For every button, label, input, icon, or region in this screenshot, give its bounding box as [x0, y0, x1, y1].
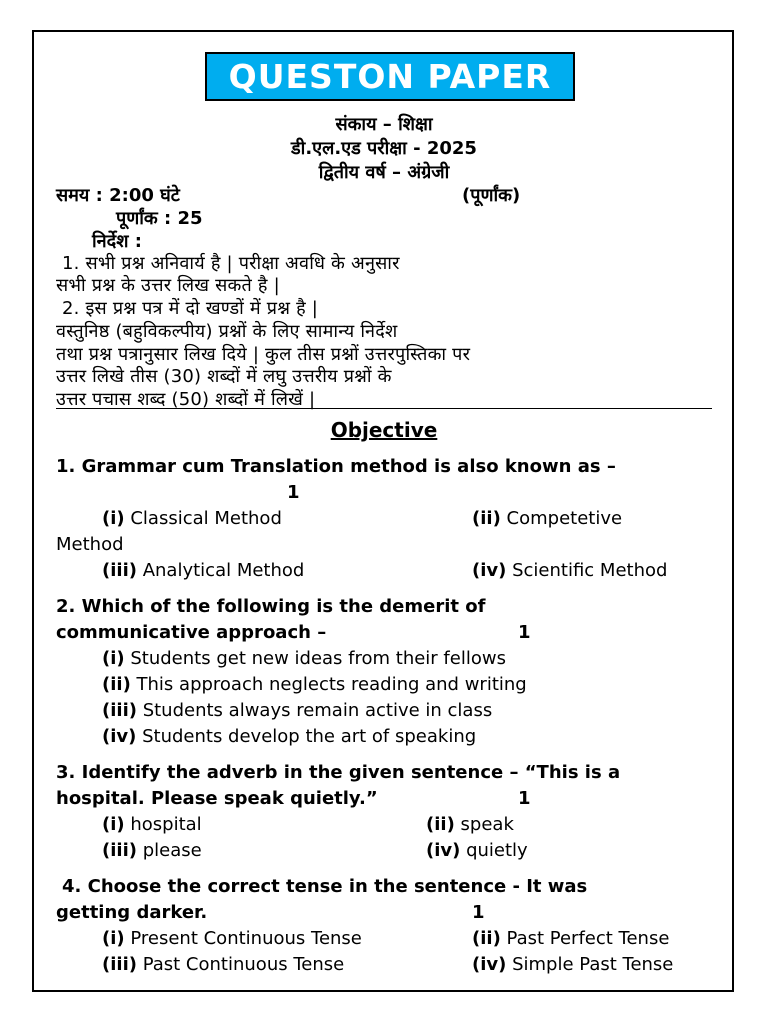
q1-option-ii: (ii) Competetive	[472, 508, 623, 529]
page-title: QUESTON PAPER	[228, 57, 552, 96]
faculty-line: संकाय – शिक्षा	[335, 114, 433, 135]
q3-option-iv: (iv) quietly	[426, 840, 528, 861]
question-3-marks: 1	[518, 788, 531, 809]
title-banner	[205, 52, 575, 101]
divider	[56, 408, 712, 409]
q4-option-i: (i) Present Continuous Tense	[102, 928, 362, 949]
q3-option-ii: (ii) speak	[426, 814, 514, 835]
question-1: 1. Grammar cum Translation method is also known as –	[56, 456, 616, 477]
question-4-cont: getting darker.	[56, 902, 208, 923]
q1-option-iii: (iii) Analytical Method	[102, 560, 305, 581]
question-3: 3. Identify the adverb in the given sentence – “This is a	[56, 762, 621, 783]
q1-option-ii-cont: Method	[56, 534, 124, 555]
q4-option-ii: (ii) Past Perfect Tense	[472, 928, 670, 949]
q2-option-iv: (iv) Students develop the art of speaking	[102, 726, 477, 747]
question-1-marks: 1	[287, 482, 300, 503]
question-2-cont: communicative approach –	[56, 622, 327, 643]
instruction-line: 2. इस प्रश्न पत्र में दो खण्डों में प्रश्न है |	[62, 298, 319, 319]
q3-option-iii: (iii) please	[102, 840, 202, 861]
instruction-line: 1. सभी प्रश्न अनिवार्य है | परीक्षा अवधि के अनुसार	[62, 253, 400, 274]
q1-option-i: (i) Classical Method	[102, 508, 282, 529]
question-2-marks: 1	[518, 622, 531, 643]
instruction-line: तथा प्रश्न पत्रानुसार लिख दिये | कुल तीस प्रश्नों उत्तरपुस्तिका पर	[56, 344, 471, 365]
marks-paren: (पूर्णांक)	[462, 185, 521, 206]
section-title: Objective	[330, 418, 438, 442]
full-marks: पूर्णांक : 25	[116, 208, 203, 229]
instruction-line: उत्तर लिखे तीस (30) शब्दों में लघु उत्तरीय प्रश्नों के	[56, 366, 392, 387]
subject-line: द्वितीय वर्ष – अंग्रेजी	[318, 162, 450, 183]
q2-option-i: (i) Students get new ideas from their fellows	[102, 648, 506, 669]
exam-line: डी.एल.एड परीक्षा - 2025	[291, 138, 477, 159]
q3-option-i: (i) hospital	[102, 814, 202, 835]
instructions-label: निर्देश :	[92, 231, 142, 252]
instruction-line: सभी प्रश्न के उत्तर लिख सकते है |	[56, 275, 280, 296]
q2-option-iii: (iii) Students always remain active in class	[102, 700, 493, 721]
question-4: 4. Choose the correct tense in the sentence - It was	[62, 876, 588, 897]
instruction-line: वस्तुनिष्ठ (बहुविकल्पीय) प्रश्नों के लिए सामान्य निर्देश	[56, 321, 398, 342]
question-4-marks: 1	[472, 902, 485, 923]
q4-option-iv: (iv) Simple Past Tense	[472, 954, 674, 975]
instruction-line: उत्तर पचास शब्द (50) शब्दों में लिखें |	[56, 389, 316, 410]
time-label: समय : 2:00 घंटे	[56, 185, 180, 206]
q1-option-iv: (iv) Scientific Method	[472, 560, 668, 581]
q2-option-ii: (ii) This approach neglects reading and writing	[102, 674, 527, 695]
question-2: 2. Which of the following is the demerit of	[56, 596, 486, 617]
q4-option-iii: (iii) Past Continuous Tense	[102, 954, 345, 975]
question-3-cont: hospital. Please speak quietly.”	[56, 788, 378, 809]
